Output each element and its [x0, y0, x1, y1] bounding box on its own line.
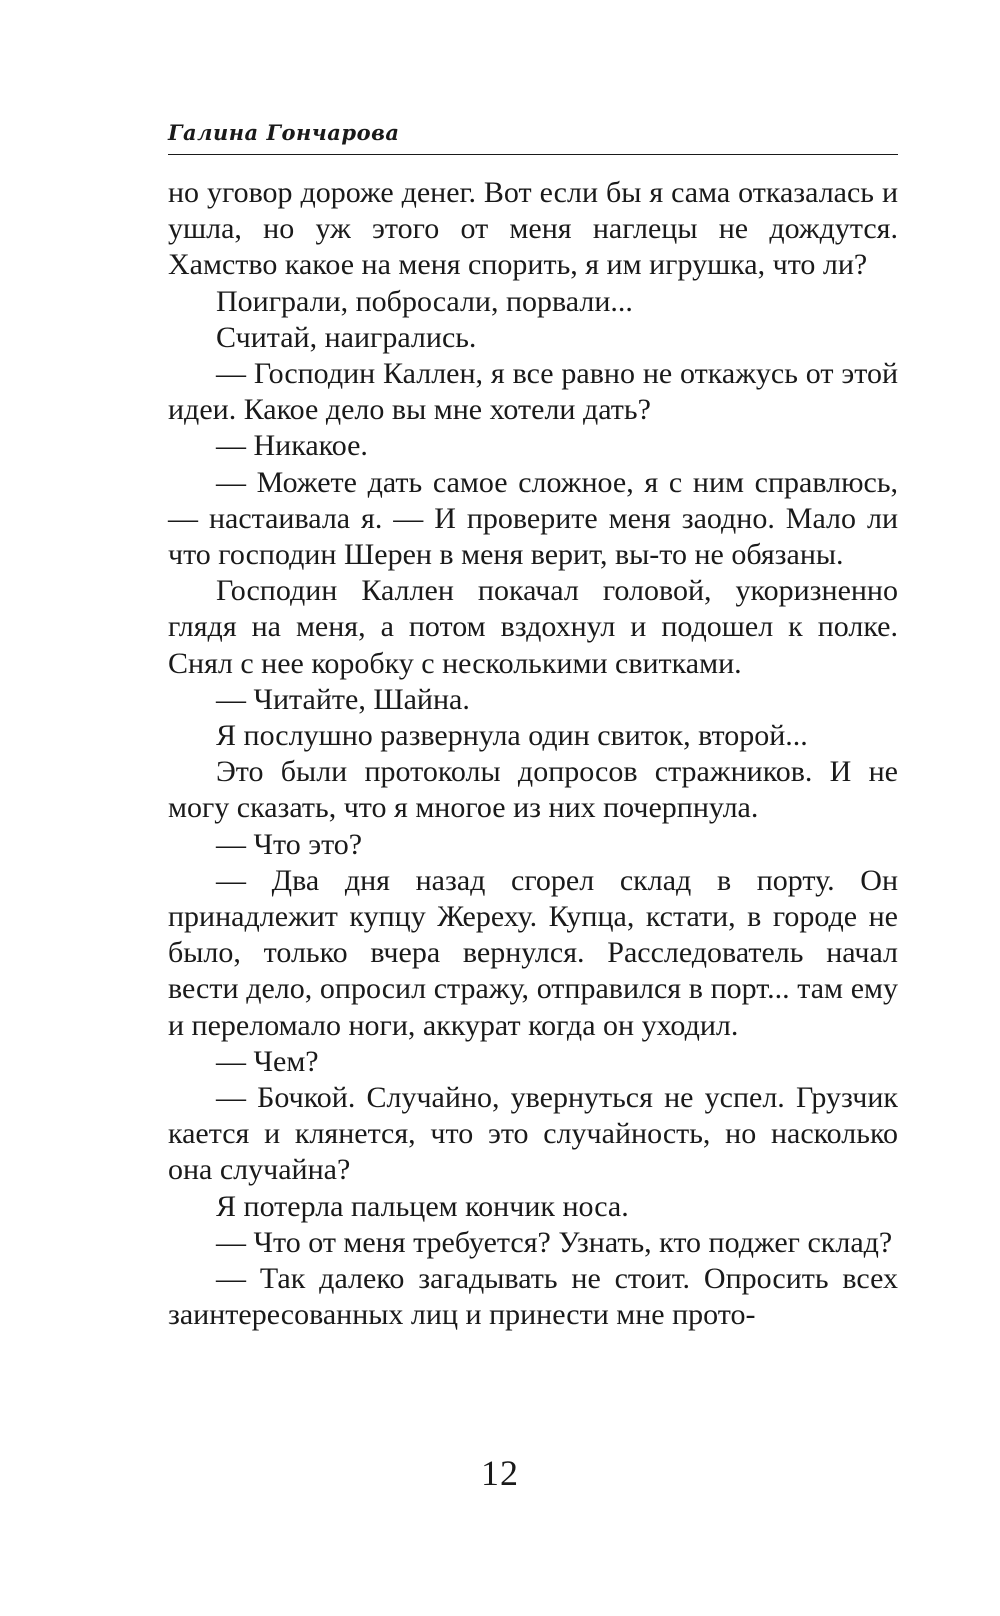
paragraph: Я послушно развернула один свиток, второй... — [216, 719, 808, 753]
paragraph: Я потерла пальцем кончик носа. — [216, 1189, 629, 1223]
paragraph: — Два дня назад сгорел склад в порту. Он принадлежит купцу Жереху. Купца, кстати, в городе не было, только вчера вернулся. Расследователь начал вести дело, опросил стражу, отправился в порт... там ему и переломало ноги, аккурат когда он уходил. — [168, 863, 898, 1042]
paragraph: — Никакое. — [216, 429, 368, 463]
running-head: Галина Гончарова — [168, 120, 400, 145]
paragraph: Это были протоколы допросов стражников. И не могу сказать, что я многое из них почерпнула. — [168, 755, 898, 825]
body-text — [168, 175, 898, 1334]
paragraph: — Читайте, Шайна. — [216, 682, 470, 716]
paragraph: Поиграли, побросали, порвали... — [216, 284, 633, 318]
paragraph: Считай, наигрались. — [216, 320, 477, 354]
paragraph: — Бочкой. Случайно, увернуться не успел. Грузчик кается и клянется, что это случайность, но насколько она случайна? — [168, 1081, 898, 1187]
paragraph: — Что от меня требуется? Узнать, кто поджег склад? — [216, 1225, 893, 1259]
paragraph: — Чем? — [216, 1044, 319, 1078]
paragraph: но уговор дороже денег. Вот если бы я сама отказалась и ушла, но уж этого от меня наглецы не дождутся. Хамство какое на меня спорить, я им игрушка, что ли? — [168, 176, 898, 282]
page-number: 12 — [481, 1453, 519, 1493]
paragraph: — Можете дать самое сложное, я с ним справлюсь, — настаивала я. — И проверите меня заодно. Мало ли что господин Шерен в меня верит, вы-то не обязаны. — [168, 465, 898, 572]
paragraph: — Так далеко загадывать не стоит. Опросить всех заинтересованных лиц и принести мне прото- — [168, 1262, 898, 1332]
paragraph: — Что это? — [216, 827, 363, 861]
paragraph: — Господин Каллен, я все равно не откажусь от этой идеи. Какое дело вы мне хотели дать? — [168, 357, 898, 427]
paragraph: Господин Каллен покачал головой, укоризненно глядя на меня, а потом вздохнул и подошел к полке. Снял с нее коробку с несколькими свитками. — [168, 574, 898, 680]
header-rule — [168, 154, 898, 155]
